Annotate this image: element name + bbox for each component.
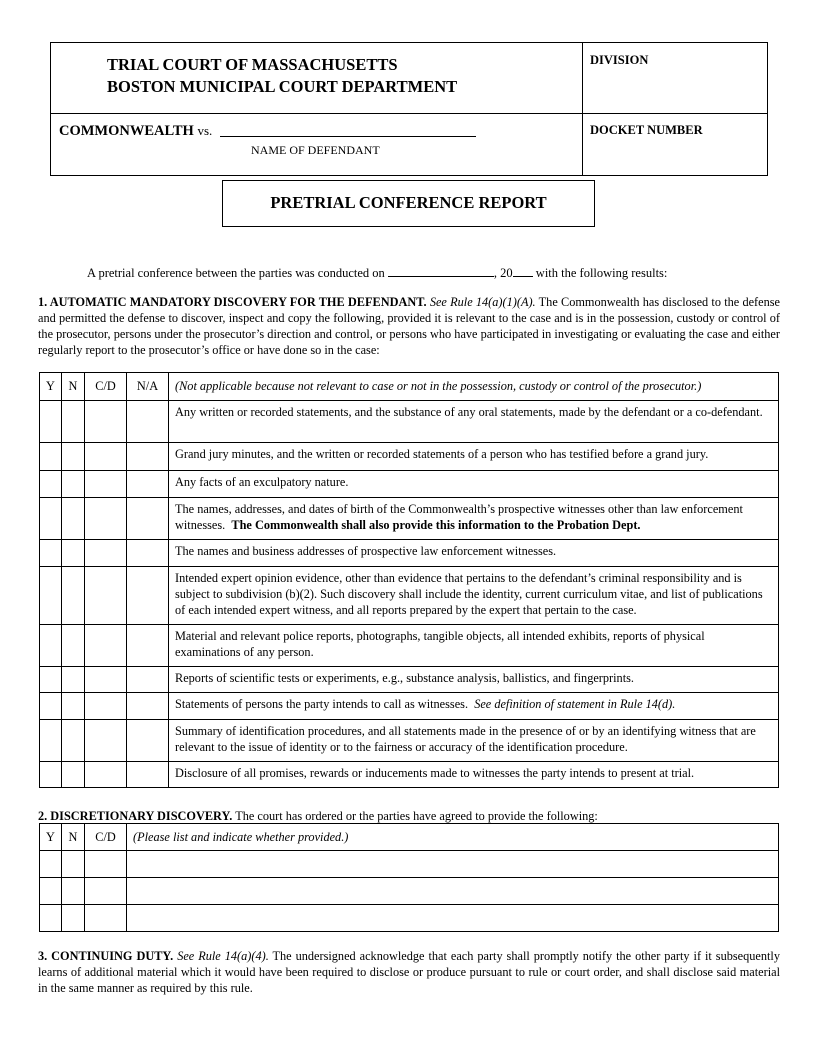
section1-rule-ref: See Rule 14(a)(1)(A). <box>429 295 536 309</box>
column-na-note: (Not applicable because not relevant to case or not in the possession, custody or control of the prosecutor.) <box>169 373 779 401</box>
statement-definition-ref: See definition of statement in Rule 14(d). <box>474 697 676 711</box>
section3-body: The undersigned acknowledge that each party shall promptly notify the other party if it subsequently learns of additional material which it would have been required to disclose or produce pursuant to rule or court order, and shall disclose said material in the same manner as required by this rule. <box>38 949 781 995</box>
table-row <box>40 667 779 693</box>
checkbox-cd[interactable] <box>85 567 127 625</box>
checkbox-na[interactable] <box>127 693 169 720</box>
checkbox-y[interactable] <box>40 443 62 471</box>
table-row <box>40 498 779 540</box>
section2-body: The court has ordered or the parties have agreed to provide the following: <box>235 809 598 823</box>
column-cd: C/D <box>85 373 127 401</box>
discovery-item: Grand jury minutes, and the written or recorded statements of a person who has testified before a grand jury. <box>169 443 779 471</box>
checkbox-y[interactable] <box>40 667 62 693</box>
table-row <box>40 540 779 567</box>
checkbox-y[interactable] <box>40 905 62 932</box>
discovery-item: Any written or recorded statements, and the substance of any oral statements, made by the defendant or a co-defendant. <box>169 401 779 443</box>
column-n: N <box>62 373 85 401</box>
checkbox-cd[interactable] <box>85 625 127 667</box>
table-row <box>40 905 779 932</box>
table-row <box>40 471 779 498</box>
header-divider-vertical <box>582 43 583 175</box>
checkbox-na[interactable] <box>127 471 169 498</box>
discovery-item: Any facts of an exculpatory nature. <box>169 471 779 498</box>
conference-year-field[interactable] <box>513 264 533 277</box>
table-row <box>40 693 779 720</box>
checkbox-y[interactable] <box>40 567 62 625</box>
section1-body: The Commonwealth has disclosed to the defense and permitted the defense to discover, inspect and copy the following, provided it is relevant to the case and is in the possession, custody or control of the prosecutor, persons under the prosecutor’s direction and control, or persons who have participated in investigating or evaluating the case and either regularly report to the prosecutor’s office or have done so in the case: <box>38 295 780 357</box>
checkbox-n[interactable] <box>62 762 85 788</box>
checkbox-n[interactable] <box>62 443 85 471</box>
discovery-item <box>169 498 779 540</box>
checkbox-n[interactable] <box>62 693 85 720</box>
column-cd: C/D <box>85 824 127 851</box>
discovery-item-text: The names, addresses, and dates of birth of the Commonwealth’s prospective witnesses other than law enforcement witnesses. <box>175 502 743 532</box>
checkbox-cd[interactable] <box>85 905 127 932</box>
checkbox-n[interactable] <box>62 720 85 762</box>
commonwealth-label: COMMONWEALTH <box>59 123 194 139</box>
table-row <box>40 878 779 905</box>
checkbox-cd[interactable] <box>85 878 127 905</box>
discovery-item: The names and business addresses of prospective law enforcement witnesses. <box>169 540 779 567</box>
table-row <box>40 720 779 762</box>
court-header-box <box>50 42 768 176</box>
table-row <box>40 625 779 667</box>
section2-line <box>38 809 598 824</box>
table-row <box>40 851 779 878</box>
checkbox-y[interactable] <box>40 762 62 788</box>
discretionary-discovery-table <box>39 823 779 932</box>
section1-heading: 1. AUTOMATIC MANDATORY DISCOVERY FOR THE DEFENDANT. <box>38 295 427 309</box>
checkbox-n[interactable] <box>62 401 85 443</box>
checkbox-y[interactable] <box>40 401 62 443</box>
column-na: N/A <box>127 373 169 401</box>
defendant-name-label: NAME OF DEFENDANT <box>251 143 380 157</box>
discovery-item: Material and relevant police reports, photographs, tangible objects, all intended exhibits, reports of physical examinations of any person. <box>169 625 779 667</box>
table-row <box>40 443 779 471</box>
court-department: BOSTON MUNICIPAL COURT DEPARTMENT <box>107 77 458 96</box>
checkbox-n[interactable] <box>62 625 85 667</box>
checkbox-y[interactable] <box>40 540 62 567</box>
checkbox-na[interactable] <box>127 443 169 471</box>
checkbox-n[interactable] <box>62 878 85 905</box>
report-title: PRETRIAL CONFERENCE REPORT <box>222 180 595 227</box>
discretionary-note: (Please list and indicate whether provided.) <box>127 824 779 851</box>
checkbox-na[interactable] <box>127 540 169 567</box>
vs-label: vs. <box>197 123 213 138</box>
checkbox-y[interactable] <box>40 471 62 498</box>
discovery-item-text: Statements of persons the party intends to call as witnesses. <box>175 697 469 711</box>
checkbox-cd[interactable] <box>85 540 127 567</box>
checkbox-n[interactable] <box>62 851 85 878</box>
intro-text-before: A pretrial conference between the parties was conducted on <box>87 266 385 280</box>
discovery-item: Reports of scientific tests or experiments, e.g., substance analysis, ballistics, and fingerprints. <box>169 667 779 693</box>
intro-text-after: with the following results: <box>535 266 668 280</box>
checkbox-cd[interactable] <box>85 471 127 498</box>
checkbox-cd[interactable] <box>85 720 127 762</box>
checkbox-cd[interactable] <box>85 851 127 878</box>
table-row <box>40 567 779 625</box>
court-name: TRIAL COURT OF MASSACHUSETTS <box>107 55 398 74</box>
checkbox-cd[interactable] <box>85 762 127 788</box>
table-header-row <box>40 824 779 851</box>
intro-year-prefix: , 20 <box>493 266 513 280</box>
checkbox-n[interactable] <box>62 471 85 498</box>
discovery-item: Summary of identification procedures, and all statements made in the presence of or by an identifying witness that are relevant to the issue of identity or to the fairness or accuracy of the identification procedure. <box>169 720 779 762</box>
section2-heading: 2. DISCRETIONARY DISCOVERY. <box>38 809 233 823</box>
section3-heading: 3. CONTINUING DUTY. <box>38 949 174 963</box>
conference-date-field[interactable] <box>388 264 494 277</box>
case-caption <box>59 122 476 140</box>
checkbox-na[interactable] <box>127 720 169 762</box>
docket-number-label: DOCKET NUMBER <box>590 123 703 137</box>
header-divider-horizontal <box>51 113 767 114</box>
table-header-row <box>40 373 779 401</box>
conference-date-line <box>87 264 667 281</box>
checkbox-na[interactable] <box>127 667 169 693</box>
checkbox-y[interactable] <box>40 878 62 905</box>
discretionary-item-field[interactable] <box>127 851 779 878</box>
checkbox-cd[interactable] <box>85 667 127 693</box>
checkbox-na[interactable] <box>127 762 169 788</box>
checkbox-y[interactable] <box>40 498 62 540</box>
discovery-item: Disclosure of all promises, rewards or inducements made to witnesses the party intends to present at trial. <box>169 762 779 788</box>
checkbox-y[interactable] <box>40 625 62 667</box>
checkbox-na[interactable] <box>127 625 169 667</box>
checkbox-na[interactable] <box>127 401 169 443</box>
discovery-item: Intended expert opinion evidence, other than evidence that pertains to the defendant’s criminal responsibility and is subject to subdivision (b)(2). Such discovery shall include the identity, current curriculum vitae, and list of publications of each intended expert witness, and all reports prepared by the expert that pertain to the case. <box>169 567 779 625</box>
table-row <box>40 762 779 788</box>
checkbox-na[interactable] <box>127 567 169 625</box>
section3-rule-ref: See Rule 14(a)(4). <box>177 949 269 963</box>
checkbox-y[interactable] <box>40 720 62 762</box>
checkbox-y[interactable] <box>40 851 62 878</box>
section3-paragraph <box>38 948 780 996</box>
column-n: N <box>62 824 85 851</box>
discretionary-item-field[interactable] <box>127 905 779 932</box>
discretionary-item-field[interactable] <box>127 878 779 905</box>
checkbox-y[interactable] <box>40 693 62 720</box>
column-y: Y <box>40 373 62 401</box>
checkbox-cd[interactable] <box>85 443 127 471</box>
checkbox-n[interactable] <box>62 540 85 567</box>
column-y: Y <box>40 824 62 851</box>
table-row <box>40 401 779 443</box>
checkbox-na[interactable] <box>127 498 169 540</box>
section1-paragraph <box>38 294 780 358</box>
checkbox-n[interactable] <box>62 667 85 693</box>
division-label: DIVISION <box>590 53 649 67</box>
checkbox-cd[interactable] <box>85 693 127 720</box>
discovery-item <box>169 693 779 720</box>
checkbox-n[interactable] <box>62 905 85 932</box>
checkbox-cd[interactable] <box>85 401 127 443</box>
probation-notice: The Commonwealth shall also provide this information to the Probation Dept. <box>231 518 641 532</box>
checkbox-cd[interactable] <box>85 498 127 540</box>
defendant-name-field[interactable] <box>220 122 476 137</box>
checkbox-n[interactable] <box>62 498 85 540</box>
mandatory-discovery-table <box>39 372 779 788</box>
checkbox-n[interactable] <box>62 567 85 625</box>
